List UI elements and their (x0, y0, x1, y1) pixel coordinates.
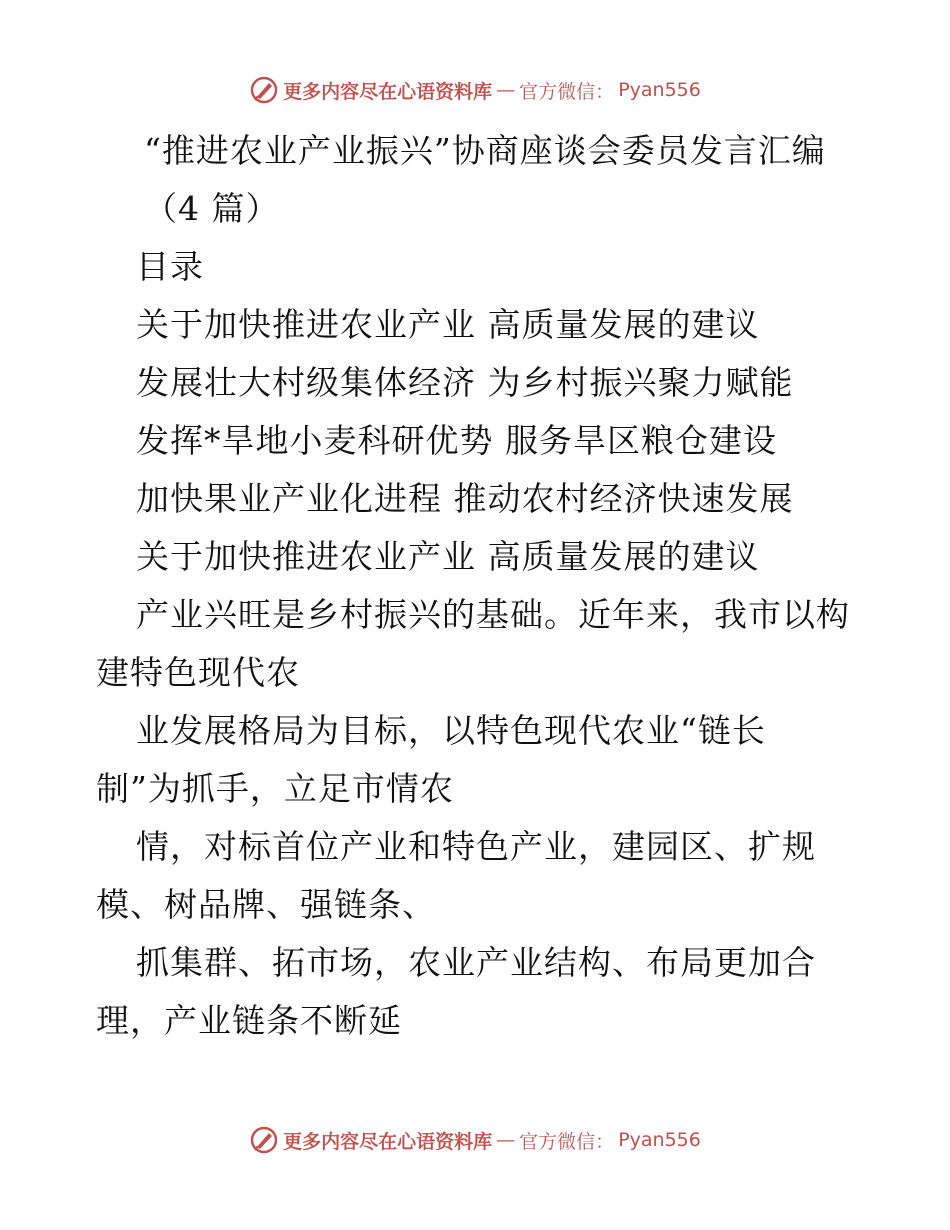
document-body (96, 122, 856, 1050)
watermark-label: 官方微信： (519, 80, 615, 103)
paragraph-line: 理，产业链条不断延 (96, 1001, 402, 1040)
watermark-label: 官方微信： (519, 1130, 615, 1153)
toc-item: 关于加快推进农业产业 高质量发展的建议 (136, 305, 760, 344)
watermark-wechat-id: Pyan556 (618, 1129, 701, 1151)
header-watermark (0, 74, 950, 106)
section-heading: 关于加快推进农业产业 高质量发展的建议 (136, 537, 760, 576)
watermark-brand: 更多内容尽在心语资料库 (283, 80, 493, 103)
document-title-count: （4 篇） (144, 189, 280, 228)
toc-heading: 目录 (136, 247, 204, 286)
toc-item: 加快果业产业化进程 推动农村经济快速发展 (136, 479, 794, 518)
paragraph-line: 模、树品牌、强链条、 (96, 885, 436, 924)
toc-item: 发展壮大村级集体经济 为乡村振兴聚力赋能 (136, 363, 794, 402)
paragraph-line: 抓集群、拓市场，农业产业结构、布局更加合 (136, 943, 816, 982)
paragraph-line: 业发展格局为目标，以特色现代农业“链长 (136, 711, 766, 750)
quill-circle-icon (249, 1125, 279, 1155)
body-paragraph (96, 586, 856, 1050)
paragraph-line: 建特色现代农 (96, 653, 300, 692)
paragraph-line: 情，对标首位产业和特色产业，建园区、扩规 (136, 827, 816, 866)
quill-circle-icon (249, 75, 279, 105)
document-title: “推进农业产业振兴”协商座谈会委员发言汇编 (144, 131, 826, 170)
watermark-dash: — (496, 79, 516, 101)
paragraph-line: 制”为抓手，立足市情农 (96, 769, 454, 808)
toc-list (96, 296, 856, 528)
watermark-wechat-id: Pyan556 (618, 79, 701, 101)
watermark-dash: — (496, 1129, 516, 1151)
paragraph-line: 产业兴旺是乡村振兴的基础。近年来，我市以构 (136, 595, 850, 634)
footer-watermark (0, 1124, 950, 1156)
watermark-brand: 更多内容尽在心语资料库 (283, 1130, 493, 1153)
toc-item: 发挥*旱地小麦科研优势 服务旱区粮仓建设 (136, 421, 777, 460)
